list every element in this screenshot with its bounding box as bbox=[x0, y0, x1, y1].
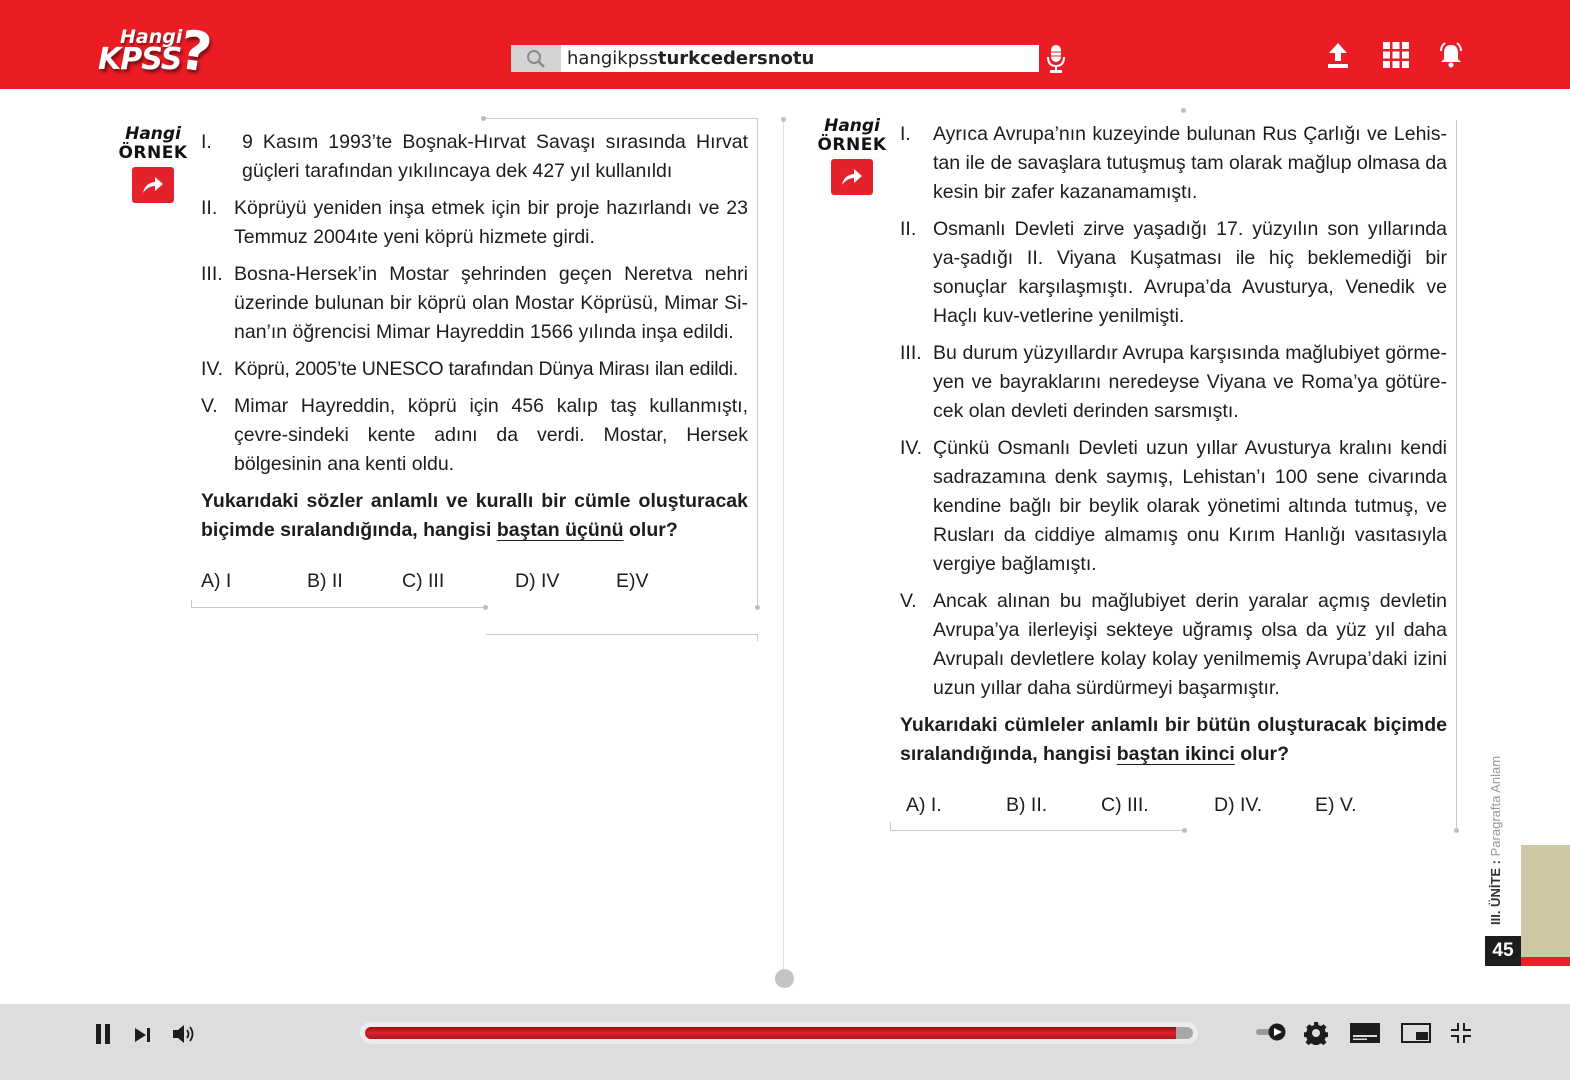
logo-kpss-text: KPSS bbox=[98, 42, 182, 77]
answer-choices bbox=[900, 791, 1447, 821]
autoplay-toggle-icon[interactable] bbox=[1254, 1020, 1288, 1044]
share-arrow-icon[interactable] bbox=[132, 167, 174, 203]
statement-number: III. bbox=[900, 342, 922, 364]
hangi-ornek-badge-left bbox=[118, 125, 188, 203]
statement-number: V. bbox=[201, 395, 218, 417]
border-dot bbox=[483, 605, 488, 610]
page-scrub-handle[interactable] bbox=[775, 969, 794, 988]
statement-item bbox=[900, 120, 1447, 207]
volume-icon[interactable] bbox=[172, 1022, 198, 1046]
choice-e[interactable]: E) V. bbox=[1315, 794, 1357, 816]
border-dot bbox=[1454, 828, 1459, 833]
border-dot bbox=[481, 116, 486, 121]
left-lower-border bbox=[486, 634, 758, 635]
left-bottom-border bbox=[191, 607, 486, 608]
badge-ornek-text: ÖRNEK bbox=[817, 135, 887, 155]
statement-item bbox=[900, 587, 1447, 703]
border-dot bbox=[755, 605, 760, 610]
choice-d[interactable]: D) IV. bbox=[1214, 794, 1263, 816]
miniplayer-icon[interactable] bbox=[1399, 1020, 1433, 1046]
subtitles-icon[interactable] bbox=[1348, 1020, 1382, 1046]
statement-item bbox=[201, 392, 748, 479]
apps-grid-icon[interactable] bbox=[1382, 40, 1410, 70]
progress-bar[interactable] bbox=[360, 1022, 1198, 1044]
badge-hangi-text: Hangi bbox=[824, 116, 880, 136]
search-icon[interactable] bbox=[511, 45, 561, 72]
right-bottom-tick bbox=[890, 822, 891, 831]
unit-topic: Paragrafta Anlam bbox=[1488, 755, 1503, 857]
top-bar bbox=[0, 0, 1570, 89]
progress-fill bbox=[365, 1027, 1176, 1039]
statement-item bbox=[900, 434, 1447, 579]
logo-question-mark: ? bbox=[175, 18, 216, 85]
statement-item bbox=[201, 355, 748, 384]
next-icon[interactable] bbox=[132, 1024, 154, 1046]
hangi-kpss-logo[interactable] bbox=[96, 18, 226, 85]
left-right-border bbox=[757, 118, 758, 607]
statement-text: Osmanlı Devleti zirve yaşadığı 17. yüzyılın son yıllarında ya-şadığı II. Viyana Kuşatması ile hiç beklemediği bir sonuçlar karşılaşmıştı. Avrupa’da Avusturya, Venedik ve Haçlı kuv-vetlerine yenilmişti. bbox=[933, 218, 1447, 327]
fullscreen-exit-icon[interactable] bbox=[1447, 1020, 1475, 1046]
notification-bell-icon[interactable] bbox=[1437, 40, 1465, 70]
settings-icon[interactable] bbox=[1302, 1019, 1330, 1047]
statement-text: 9 Kasım 1993’te Boşnak-Hırvat Savaşı sırasında Hırvat güçleri tarafından yıkılıncaya dek 427 yıl kullanıldı bbox=[242, 131, 748, 182]
statement-text: Ancak alınan bu mağlubiyet derin yaralar açmış devletin Avrupa’ya ilerleyişi sekteye uğramış olsa da yüz yıl daha Avrupalı devletlere kolay kolay yenilmemiş Avrupa’daki izini uzun yıllar daha sürdürmeyi başarmıştır. bbox=[933, 590, 1447, 699]
page-tab-strip bbox=[1521, 957, 1570, 966]
statement-text: Mimar Hayreddin, köprü için 456 kalıp taş kullanmıştı, çevre-sindeki kente adını da verdi. Mostar, Hersek bölgesinin ana kenti oldu. bbox=[234, 395, 748, 475]
choice-c[interactable]: C) III bbox=[402, 570, 445, 592]
spine-divider bbox=[783, 121, 784, 973]
stem-text-end: olur? bbox=[623, 519, 678, 541]
stem-emphasis: baştan üçünü bbox=[496, 519, 624, 541]
stem-text: Yukarıdaki sözler anlamlı ve kurallı bir cümle oluşturacak biçimde sıralandığında, hangisi bbox=[201, 490, 748, 541]
question-left bbox=[201, 128, 748, 597]
choice-a[interactable]: A) I. bbox=[906, 794, 942, 816]
page-tab-decoration bbox=[1521, 845, 1570, 957]
border-dot bbox=[1181, 108, 1186, 113]
statement-number: I. bbox=[201, 131, 212, 153]
unit-label bbox=[1488, 756, 1503, 925]
question-right bbox=[900, 120, 1447, 821]
stem-text-end: olur? bbox=[1234, 743, 1290, 765]
stem-emphasis: baştan ikinci bbox=[1116, 743, 1235, 765]
choice-e[interactable]: E)V bbox=[616, 570, 649, 592]
upload-icon[interactable] bbox=[1324, 40, 1352, 70]
right-right-border bbox=[1456, 120, 1457, 830]
hangi-ornek-badge-right bbox=[817, 117, 887, 195]
statement-item bbox=[201, 194, 748, 252]
search-value-prefix: hangikpss bbox=[567, 48, 658, 69]
question-stem bbox=[900, 711, 1447, 769]
statement-text: Köprü, 2005’te UNESCO tarafından Dünya Mirası ilan edildi. bbox=[234, 358, 738, 380]
choice-b[interactable]: B) II bbox=[307, 570, 343, 592]
badge-ornek-text: ÖRNEK bbox=[118, 143, 188, 163]
share-arrow-icon[interactable] bbox=[831, 159, 873, 195]
statement-item bbox=[201, 260, 748, 347]
stem-text: Yukarıdaki cümleler anlamlı bir bütün oluşturacak biçimde sıralandığında, hangisi bbox=[900, 714, 1447, 765]
statement-item bbox=[201, 128, 748, 186]
statement-number: II. bbox=[201, 197, 218, 219]
page-number: 45 bbox=[1485, 936, 1521, 966]
statement-text: Bu durum yüzyıllardır Avrupa karşısında mağlubiyet görme-yen ve bayraklarını neredeyse Viyana ve Roma’ya götüre-cek olan devleti derinden sarsmıştı. bbox=[933, 342, 1447, 422]
logo-hangi-text: Hangi bbox=[120, 26, 183, 48]
answer-choices bbox=[201, 567, 748, 597]
statement-number: I. bbox=[900, 123, 911, 145]
statement-text: Çünkü Osmanlı Devleti uzun yıllar Avusturya kralını kendi sadrazamına denk saymış, Lehistan’ı 100 sene civarında kendine bağlı bir beylik olarak yönetimi altında tutmuş, ve Rusları da ciddiye almamış onu Kırım Hanlığı vasıtasıyla vergiye bağlamıştı. bbox=[933, 437, 1447, 575]
choice-a[interactable]: A) I bbox=[201, 570, 232, 592]
statement-text: Ayrıca Avrupa’nın kuzeyinde bulunan Rus Çarlığı ve Lehis-tan ile de savaşlara tutuşmuş tam olarak mağlup olmasa da kesin bir zafer kazanamamıştı. bbox=[933, 123, 1447, 203]
statement-number: III. bbox=[201, 263, 223, 285]
statement-text: Köprüyü yeniden inşa etmek için bir proje hazırlandı ve 23 Temmuz 2004ıte yeni köprü hizmete girdi. bbox=[234, 197, 748, 248]
choice-d[interactable]: D) IV bbox=[515, 570, 560, 592]
left-bottom-tick bbox=[191, 600, 192, 608]
question-stem bbox=[201, 487, 748, 545]
border-dot bbox=[1182, 828, 1187, 833]
left-lower-tick bbox=[757, 634, 758, 641]
border-dot bbox=[781, 117, 786, 122]
progress-track[interactable] bbox=[365, 1027, 1193, 1039]
left-top-border bbox=[483, 118, 758, 119]
statement-number: V. bbox=[900, 590, 917, 612]
badge-hangi-text: Hangi bbox=[125, 124, 181, 144]
statement-number: IV. bbox=[900, 437, 923, 459]
unit-title: III. ÜNİTE : bbox=[1488, 860, 1503, 925]
pause-icon[interactable] bbox=[92, 1022, 114, 1046]
search-input[interactable] bbox=[561, 45, 814, 72]
statement-text: Bosna-Hersek’in Mostar şehrinden geçen Neretva nehri üzerinde bulunan bir köprü olan Mostar Köprüsü, Mimar Si-nan’ın öğrencisi Mimar Hayreddin 1566 yılında inşa edildi. bbox=[234, 263, 748, 343]
search-value-bold: turkcedersnotu bbox=[657, 48, 815, 69]
microphone-icon[interactable] bbox=[1044, 44, 1068, 74]
choice-b[interactable]: B) II. bbox=[1006, 794, 1048, 816]
right-bottom-border bbox=[890, 830, 1185, 831]
statement-number: II. bbox=[900, 218, 917, 240]
choice-c[interactable]: C) III. bbox=[1101, 794, 1149, 816]
statement-number: IV. bbox=[201, 358, 224, 380]
statement-item bbox=[900, 215, 1447, 331]
search-bar[interactable] bbox=[511, 45, 1039, 72]
statement-item bbox=[900, 339, 1447, 426]
